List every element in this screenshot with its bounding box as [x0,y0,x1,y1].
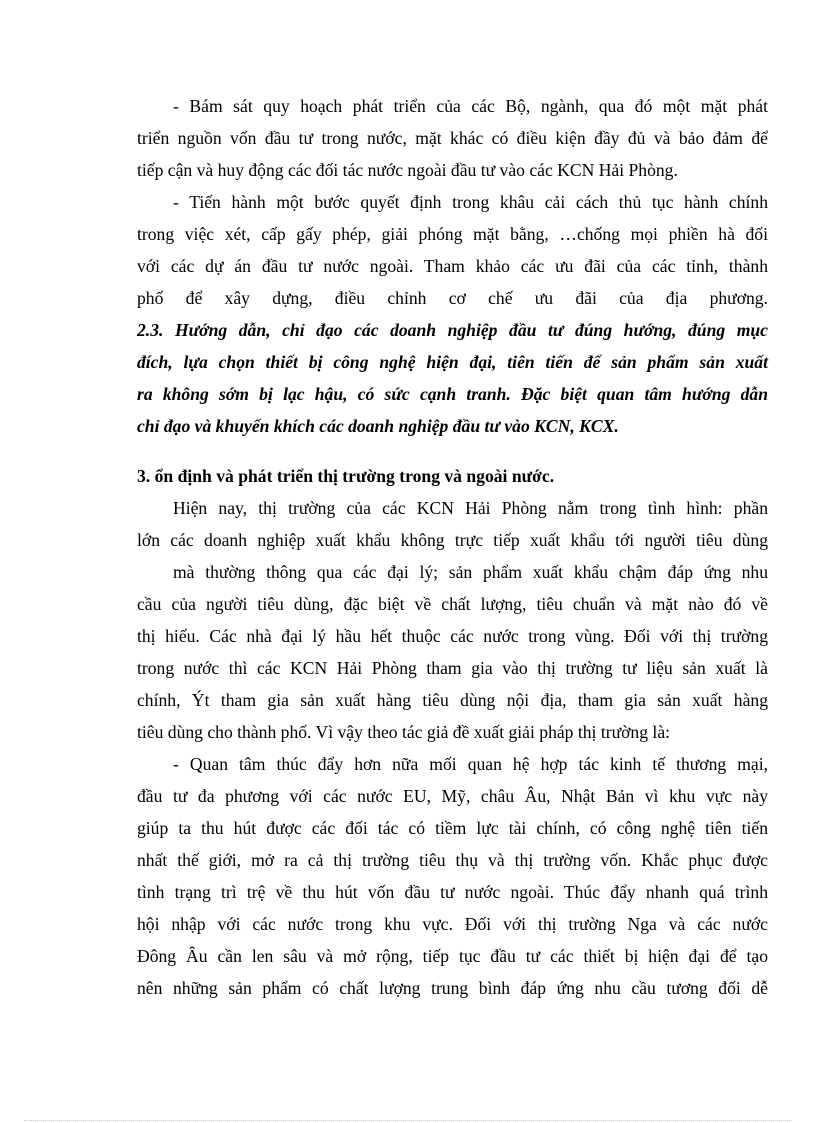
paragraph-4-line-8: nên những sản phẩm có chất lượng trung bình đáp ứng nhu cầu tương đối dễ [137,978,768,998]
paragraph-1-line-2: triển nguồn vốn đầu tư trong nước, mặt khác có điều kiện đầy đủ và bảo đảm để [137,128,768,148]
section-3-heading: 3. ổn định và phát triển thị trường trong và ngoài nước. [137,466,555,486]
paragraph-2-line-3: với các dự án đầu tư nước ngoài. Tham khảo các ưu đãi của các tỉnh, thành [137,256,768,276]
section-2-3-line-2: đích, lựa chọn thiết bị công nghệ hiện đại, tiên tiến để sản phẩm sản xuất [137,352,768,372]
paragraph-3-line-2: lớn các doanh nghiệp xuất khẩu không trực tiếp xuất khẩu tới người tiêu dùng [137,530,768,550]
paragraph-4-line-3: giúp ta thu hút được các đối tác có tiềm lực tài chính, có công nghệ tiên tiến [137,818,768,838]
paragraph-4-line-1: - Quan tâm thúc đẩy hơn nữa mối quan hệ hợp tác kinh tế thương mại, [173,754,768,774]
paragraph-2-line-2: trong việc xét, cấp gấy phép, giải phóng mặt bằng, …chống mọi phiền hà đối [137,224,768,244]
paragraph-3-line-4: cầu của người tiêu dùng, đặc biệt về chất lượng, tiêu chuẩn và mặt nào đó về [137,594,768,614]
section-2-3-line-1: 2.3. Hướng dẫn, chỉ đạo các doanh nghiệp đầu tư đúng hướng, đúng mục [137,320,768,340]
paragraph-4-line-7: Đông Âu cần len sâu và mở rộng, tiếp tục đầu tư các thiết bị hiện đại để tạo [137,946,768,966]
paragraph-3-line-5: thị hiếu. Các nhà đại lý hầu hết thuộc các nước trong vùng. Đối với thị trường [137,626,768,646]
paragraph-3-line-3: mà thường thông qua các đại lý; sản phẩm xuất khẩu chậm đáp ứng nhu [173,562,768,582]
paragraph-4-line-5: tình trạng trì trệ về thu hút vốn đầu tư nước ngoài. Thúc đẩy nhanh quá trình [137,882,768,902]
page-bottom-rule [24,1120,792,1121]
paragraph-2-line-1: - Tiến hành một bước quyết định trong khâu cải cách thủ tục hành chính [173,192,768,212]
paragraph-3-line-8: tiêu dùng cho thành phố. Vì vậy theo tác giả đề xuất giải pháp thị trường là: [137,722,671,742]
section-2-3-line-4: chỉ đạo và khuyến khích các doanh nghiệp đầu tư vào KCN, KCX. [137,416,619,436]
paragraph-3-line-1: Hiện nay, thị trường của các KCN Hải Phòng nằm trong tình hình: phần [173,498,768,518]
section-2-3-line-3: ra không sớm bị lạc hậu, có sức cạnh tranh. Đặc biệt quan tâm hướng dẫn [137,384,768,404]
paragraph-4-line-2: đầu tư đa phương với các nước EU, Mỹ, châu Âu, Nhật Bản vì khu vực này [137,786,768,806]
paragraph-3-line-7: chính, Ýt tham gia sản xuất hàng tiêu dùng nội địa, tham gia sản xuất hàng [137,690,768,710]
paragraph-4-line-6: hội nhập với các nước trong khu vực. Đối với thị trường Nga và các nước [137,914,768,934]
paragraph-4-line-4: nhất thế giới, mở ra cả thị trường tiêu thụ và thị trường vốn. Khắc phục được [137,850,768,870]
paragraph-1-line-3: tiếp cận và huy động các đối tác nước ngoài đầu tư vào các KCN Hải Phòng. [137,160,678,180]
paragraph-2-line-4: phố để xây dựng, điều chỉnh cơ chế ưu đãi của địa phương. [137,288,768,308]
paragraph-3-line-6: trong nước thì các KCN Hải Phòng tham gia vào thị trường tư liệu sản xuất là [137,658,768,678]
paragraph-1-line-1: - Bám sát quy hoạch phát triển của các Bộ, ngành, qua đó một mặt phát [173,96,768,116]
